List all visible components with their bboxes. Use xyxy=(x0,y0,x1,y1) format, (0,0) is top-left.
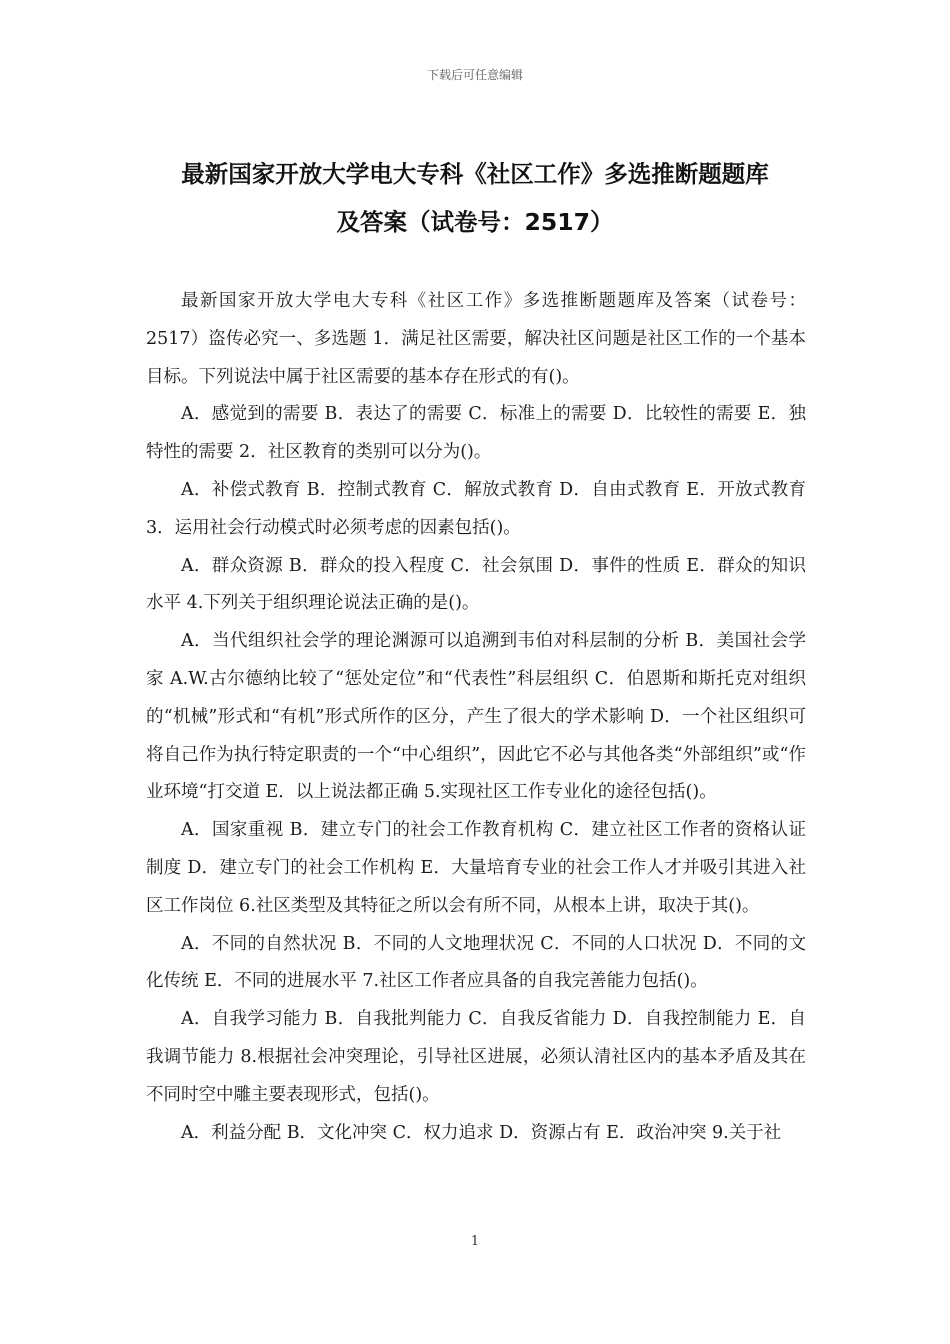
paragraph-answers-6: A．不同的自然状况 B．不同的人文地理状况 C．不同的人口状况 D．不同的文化传统 E．不同的进展水平 7.社区工作者应具备的自我完善能力包括()。 xyxy=(146,933,806,992)
header-note: 下载后可任意编辑 xyxy=(426,68,523,82)
paragraph-intro: 最新国家开放大学电大专科《社区工作》多选推断题题库及答案（试卷号：2517）盗传必究一、多选题 1．满足社区需要，解决社区问题是社区工作的一个基本目标。下列说法中属于社区需要的基本存在形式的有()。 xyxy=(146,291,806,387)
paragraph-answers-4: A．当代组织社会学的理论渊源可以追溯到韦伯对科层制的分析 B．美国社会学家 A.W.古尔德纳比较了“惩处定位”和“代表性”科层组织 C．伯恩斯和斯托克对组织的“机械”形式和“有机”形式所作的区分，产生了很大的学术影响 D．一个社区组织可将自己作为执行特定职责的一个“中心组织”，因此它不必与其他各类“外部组织”或“作业环境“打交道 E．以上说法都正确 5.实现社区工作专业化的途径包括()。 xyxy=(146,631,806,803)
paragraph-answers-7: A．自我学习能力 B．自我批判能力 C．自我反省能力 D．自我控制能力 E．自我调节能力 8.根据社会冲突理论，引导社区进展，必须认清社区内的基本矛盾及其在不同时空中雕主要表现形式，包括()。 xyxy=(146,1009,806,1105)
page-number: 1 xyxy=(470,1234,480,1249)
title-line-1: 最新国家开放大学电大专科《社区工作》多选推断题题库 xyxy=(181,160,769,188)
document-title xyxy=(120,150,830,246)
paragraph-answers-1: A．感觉到的需要 B．表达了的需要 C．标准上的需要 D．比较性的需要 E．独特性的需要 2．社区教育的类别可以分为()。 xyxy=(146,404,806,463)
title-line-2: 及答案（试卷号：2517） xyxy=(336,208,614,236)
paragraph-answers-3: A．群众资源 B．群众的投入程度 C．社会氛围 D．事件的性质 E．群众的知识水平 4.下列关于组织理论说法正确的是()。 xyxy=(146,555,806,614)
paragraph-answers-5: A．国家重视 B．建立专门的社会工作教育机构 C．建立社区工作者的资格认证制度 D．建立专门的社会工作机构 E．大量培育专业的社会工作人才并吸引其进入社区工作岗位 6.社区类型及其特征之所以会有所不同，从根本上讲，取决于其()。 xyxy=(146,820,806,916)
paragraph-answers-2: A．补偿式教育 B．控制式教育 C．解放式教育 D．自由式教育 E．开放式教育 3．运用社会行动模式时必须考虑的因素包括()。 xyxy=(146,479,806,538)
document-body xyxy=(146,283,806,1152)
paragraph-answers-8: A．利益分配 B．文化冲突 C．权力追求 D．资源占有 E．政治冲突 9.关于社 xyxy=(181,1122,782,1143)
